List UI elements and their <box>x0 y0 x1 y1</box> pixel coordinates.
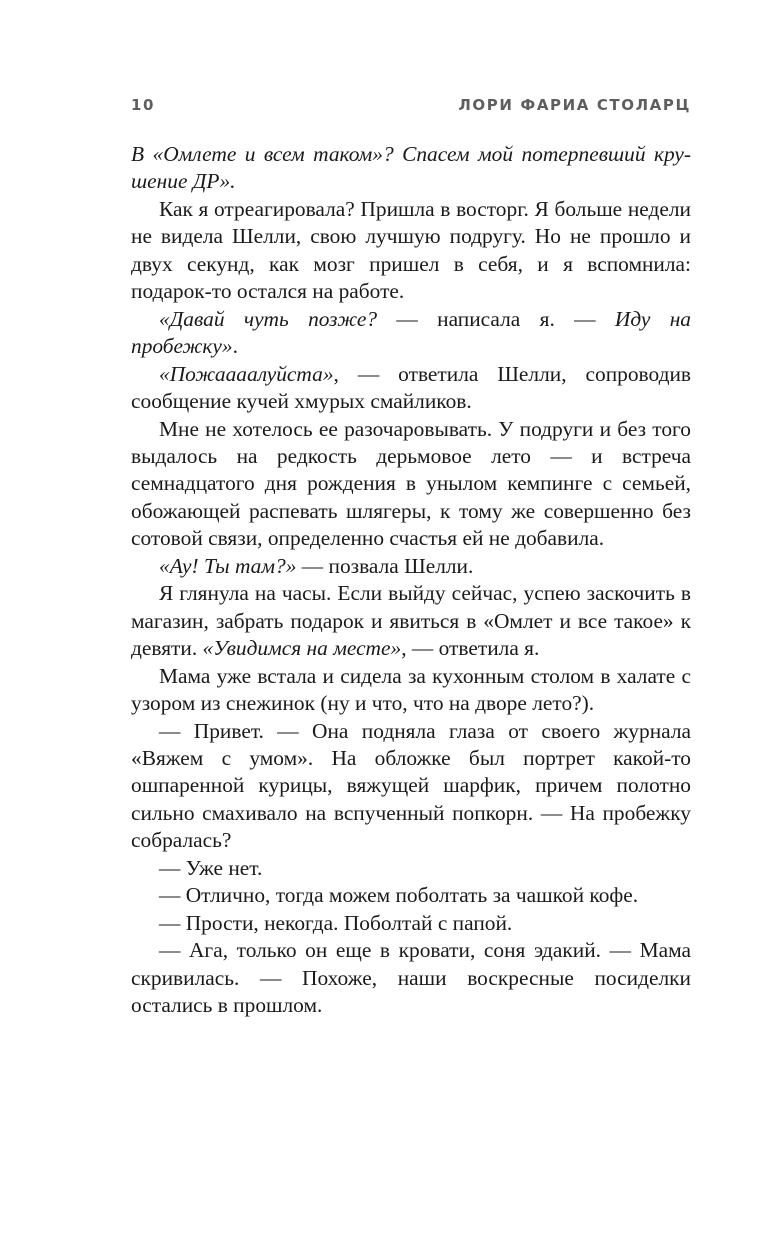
paragraph-13: — Ага, только он еще в кровати, соня эдакий. — Мама скривилась. — Похоже, наши воскресные посиделки остались в прошлом. <box>131 938 691 1018</box>
paragraph-5: Мне не хотелось ее разочаровывать. У подруги и без того выдалось на редкость дерьмовое лето — и встреча семнадцатого дня рождения в унылом кемпинге с семьей, обожающей распевать шлягеры, к тому же совершенно без сотовой связи, определенно счастья ей не добавила. <box>131 416 691 551</box>
paragraph-6 <box>131 553 691 580</box>
paragraph-4 <box>131 361 691 416</box>
italic-text: «Давай чуть позже? <box>159 306 378 331</box>
italic-text: В «Омлете и всем таком»? Спасем мой потерпевший крушение ДР». <box>131 142 691 194</box>
plain-text: , — ответила я. <box>401 636 540 661</box>
italic-text: Иду на пробежку» <box>131 306 691 359</box>
italic-text: «Ау! Ты там?» <box>159 553 297 578</box>
plain-text: — позвала Шелли. <box>296 553 474 578</box>
paragraph-10: — Уже нет. <box>159 855 263 880</box>
body-text <box>131 141 691 1020</box>
running-head-author: ЛОРИ ФАРИА СТОЛАРЦ <box>458 96 691 114</box>
paragraph-3 <box>131 306 691 361</box>
paragraph-11: — Отлично, тогда можем поболтать за чашкой кофе. <box>159 883 639 908</box>
paragraph-7 <box>131 580 691 662</box>
paragraph-8: Мама уже встала и сидела за кухонным столом в халате с узором из снежинок (ну и что, что на дворе лето?). <box>131 663 691 716</box>
paragraph-2: Как я отреагировала? Пришла в восторг. Я больше недели не видела Шелли, свою лучшую подругу. Но не прошло и двух секунд, как мозг пришел в себя, и я вспомнила: подарок-то остался на работе. <box>131 196 691 304</box>
plain-text: . <box>232 334 238 359</box>
paragraph-9: — Привет. — Она подняла глаза от своего журнала «Вяжем с умом». На обложке был портрет какой-то ошпаренной курицы, вяжущей шарфик, причем полотно сильно смахивало на вспученный попкорн. — На пробежку собралась? <box>131 718 691 853</box>
italic-text: «Увидимся на месте» <box>202 636 402 661</box>
paragraph-12: — Прости, некогда. Поболтай с папой. <box>159 910 513 935</box>
italic-text: «Пожаааалуйста» <box>159 361 334 386</box>
paragraph-1 <box>131 141 691 196</box>
running-head <box>131 96 691 120</box>
plain-text: Я глянула на часы. Если выйду сейчас, успею заскочить в магазин, забрать подарок и явиться в «Омлет и все такое» к девяти. <box>131 581 691 661</box>
plain-text: , — ответила Шелли, сопроводив сообщение кучей хмурых смайликов. <box>131 361 691 414</box>
plain-text: — написала я. — <box>377 306 615 331</box>
page-number: 10 <box>131 96 156 114</box>
